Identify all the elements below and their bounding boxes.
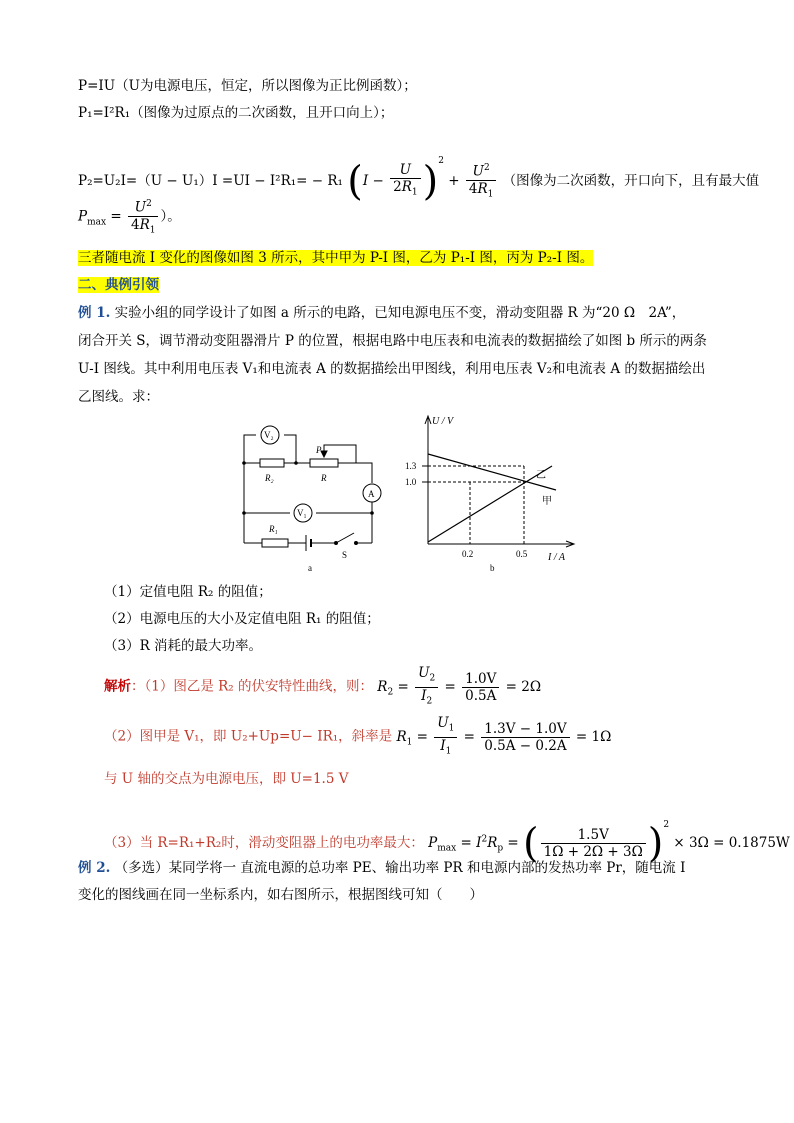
label-yi: 乙 xyxy=(536,470,546,481)
figure-b-caption: b xyxy=(490,563,495,573)
v2-label: V₂ xyxy=(264,430,274,440)
solution-3 xyxy=(104,802,790,867)
formula-p2-note: （图像为二次函数，开口向下，且有最大值 xyxy=(502,173,760,189)
label-jia: 甲 xyxy=(542,496,552,507)
x-axis-label: I / A xyxy=(548,552,566,563)
r-label: R xyxy=(321,473,327,483)
figure-a-caption: a xyxy=(308,563,312,573)
ytick-1-3: 1.3 xyxy=(405,461,417,471)
r1-label: R₁ xyxy=(269,524,278,534)
formula-pmax-tail: ）。 xyxy=(160,208,181,225)
section-heading xyxy=(78,275,159,295)
example-1-label: 例 1. xyxy=(78,305,111,321)
solution-2-text: （2）图甲是 V₁，即 U₂+Up=U− IR₁，斜率是 xyxy=(104,728,393,745)
solution-2-equation: $R_1$ = $\frac{U_1}{I_1}$ = $\frac{1.3V - 1.0V}{0.5A - 0.2A}$ = 1Ω xyxy=(396,715,612,757)
example-1-text-a: 实验小组的同学设计了如图 a 所示的电路，已知电源电压不变，滑动变阻器 R 为“20 Ω 2A”， xyxy=(114,305,686,321)
switch-label: S xyxy=(342,550,348,560)
line-jia xyxy=(428,466,552,542)
circuit-diagram xyxy=(232,415,382,575)
question-2: （2）电源电压的大小及定值电阻 R₁ 的阻值； xyxy=(104,611,380,627)
r2-label: R₂ xyxy=(265,473,274,483)
formula-p2: P₂=U₂I=（U − U₁）I =UI − I²R₁= − R₁ (I − $\frac{U}{2R_1}$ )$^2$ + $\frac{U^2}{4R_1}$ （图像为二次函数，开口向下，且有最大值 xyxy=(78,156,760,205)
example-1-line-1 xyxy=(78,303,685,323)
formula-pmax: $P_{max}$ = $\frac{U^2}{4R_1}$ ）。 xyxy=(78,196,181,236)
formula-p2-lead: P₂=U₂I=（U − U₁）I =UI − I²R₁= − R₁ xyxy=(78,173,343,189)
question-1: （1）定值电阻 R₂ 的阻值； xyxy=(104,584,272,600)
ui-graph xyxy=(404,408,584,574)
ytick-1-0: 1.0 xyxy=(405,477,417,487)
example-1-line-2: 闭合开关 S，调节滑动变阻器滑片 P 的位置，根据电路中电压表和电流表的数据描绘了如图 b 所示的两条 xyxy=(78,333,707,349)
xtick-0-2: 0.2 xyxy=(462,549,474,559)
solution-2 xyxy=(104,715,611,755)
text-line-p-iu: P=IU（U为电源电压，恒定，所以图像为正比例函数）； xyxy=(78,78,417,94)
v1-label: V₁ xyxy=(297,508,307,518)
highlight-summary xyxy=(78,248,593,268)
solution-1 xyxy=(104,665,541,705)
xtick-0-5: 0.5 xyxy=(516,549,528,559)
p-label: P xyxy=(316,445,322,455)
y-axis-label: U / V xyxy=(432,416,454,427)
solution-label: 解析 xyxy=(104,678,131,695)
example-1-line-3: U-I 图线。其中利用电压表 V₁和电流表 A 的数据描绘出甲图线，利用电压表 V₂和电流表 A 的数据描绘出 xyxy=(78,361,706,377)
solution-2b: 与 U 轴的交点为电源电压，即 U=1.5 V xyxy=(104,771,349,787)
solution-3-equation: $P_{max} = I^2R_p$ = ( $\frac{1.5V}{1\Omega + 2\Omega + 3\Omega}$ )$^2$ × 3Ω = 0.1875W xyxy=(428,820,790,867)
question-3: （3）R 消耗的最大功率。 xyxy=(104,638,263,654)
example-2-line-1 xyxy=(78,858,685,878)
section-title: 二、典例引领 xyxy=(78,277,159,293)
example-2-label: 例 2. xyxy=(78,860,111,876)
solution-1-equation: $R_2$ = $\frac{U_2}{I_2}$ = $\frac{1.0V}{0.5A}$ = 2Ω xyxy=(377,665,542,707)
example-2-text-a: （多选）某同学将一 直流电源的总功率 PE、输出功率 PR 和电源内部的发热功率 Pr，随电流 I xyxy=(114,860,686,876)
ammeter-label: A xyxy=(368,489,375,499)
text-line-p1: P₁=I²R₁（图像为过原点的二次函数，且开口向上）； xyxy=(78,105,394,121)
solution-3-text: （3）当 R=R₁+R₂时，滑动变阻器上的电功率最大： xyxy=(104,835,424,851)
example-1-line-4: 乙图线。求： xyxy=(78,389,159,405)
highlight-text: 三者随电流 I 变化的图像如图 3 所示，其中甲为 P-I 图，乙为 P₁-I 图，丙为 P₂-I 图。 xyxy=(78,250,594,266)
solution-1-text: ：（1）图乙是 R₂ 的伏安特性曲线，则： xyxy=(131,678,373,695)
example-2-line-2: 变化的图线画在同一坐标系内，如右图所示，根据图线可知（ ） xyxy=(78,887,483,903)
